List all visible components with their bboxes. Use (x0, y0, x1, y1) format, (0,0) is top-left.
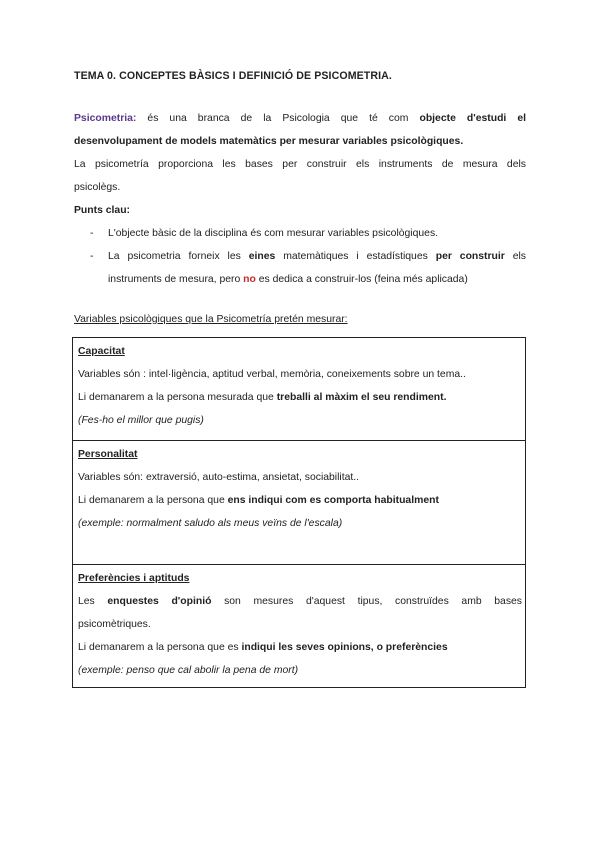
definition-line-4: psicolègs. (74, 182, 121, 193)
capacitat-line-2-text: Li demanarem a la persona mesurada que (78, 392, 277, 403)
kp2-text-2: matemàtiques i estadístiques (275, 251, 436, 262)
key-point-2-line-2 (108, 268, 526, 291)
bullet-marker-2: - (90, 251, 94, 262)
kp2-text-5: es dedica a construir-los (feina més aplicada) (255, 274, 468, 285)
preferencies-line-3-bold: indiqui les seves opinions, o preferències (241, 642, 448, 653)
variables-heading: Variables psicològiques que la Psicometría pretén mesurar: (74, 314, 348, 325)
personalitat-line-2-bold: ens indiqui com es comporta habitualment (227, 495, 439, 506)
preferencies-heading: Preferències i aptituds (78, 573, 190, 584)
preferencies-line-1-text-1: Les (78, 596, 108, 607)
definition-line-3: La psicometría proporciona les bases per construir els instruments de mesura dels (74, 159, 526, 170)
kp2-text-1: La psicometria forneix les (108, 251, 249, 262)
personalitat-line-2 (78, 495, 522, 506)
definition-bold-1: objecte d'estudi el (419, 113, 527, 124)
page-title: TEMA 0. CONCEPTES BÀSICS I DEFINICIÓ DE PSICOMETRIA. (74, 70, 392, 82)
capacitat-heading: Capacitat (78, 346, 125, 357)
preferencies-line-1-text-2: son mesures d'aquest tipus, construïdes amb bases (211, 596, 523, 607)
preferencies-line-3-text: Li demanarem a la persona que es (78, 642, 242, 653)
bullet-marker-1: - (90, 228, 94, 239)
kp2-text-4: instruments de mesura, pero (108, 274, 244, 285)
preferencies-line-2: psicomètriques. (78, 619, 151, 630)
kp2-text-3: els (504, 251, 527, 262)
personalitat-line-3: (exemple: normalment saludo als meus veïns de l'escala) (78, 518, 343, 529)
preferencies-line-3 (78, 642, 522, 653)
definition-line-2 (74, 130, 526, 153)
personalitat-line-2-text: Li demanarem a la persona que (78, 495, 228, 506)
preferencies-line-1-bold: enquestes d'opinió (107, 596, 212, 607)
cell-capacitat (73, 338, 525, 440)
cell-personalitat (73, 440, 525, 564)
capacitat-line-3: (Fes-ho el millor que pugis) (78, 415, 204, 426)
variables-table (72, 337, 526, 688)
definition-term: Psicometria: (74, 113, 137, 124)
cell-preferencies (73, 564, 525, 687)
definition-line-1 (74, 107, 526, 130)
kp2-bold-1: eines (248, 251, 276, 262)
preferencies-line-1 (78, 596, 522, 607)
definition-text: és una branca de la Psicologia que té com (136, 113, 420, 124)
kp2-bold-2: per construir (435, 251, 505, 262)
key-point-2-line-1 (108, 245, 526, 268)
key-points-heading (74, 199, 526, 222)
kp2-red-word: no (243, 274, 256, 285)
personalitat-heading: Personalitat (78, 449, 138, 460)
capacitat-line-2-bold: treballi al màxim el seu rendiment. (276, 392, 447, 403)
personalitat-line-1: Variables són: extraversió, auto-estima, ansietat, sociabilitat.. (78, 472, 360, 483)
key-point-1: L'objecte bàsic de la disciplina és com mesurar variables psicològiques. (108, 228, 439, 239)
capacitat-line-2 (78, 392, 522, 403)
key-points-heading-text: Punts clau: (74, 205, 131, 216)
preferencies-line-4: (exemple: penso que cal abolir la pena de mort) (78, 665, 299, 676)
capacitat-line-1: Variables són : intel·ligència, aptitud verbal, memòria, coneixements sobre un tema.. (78, 369, 466, 380)
definition-bold-2: desenvolupament de models matemàtics per mesurar variables psicològiques. (74, 136, 464, 147)
